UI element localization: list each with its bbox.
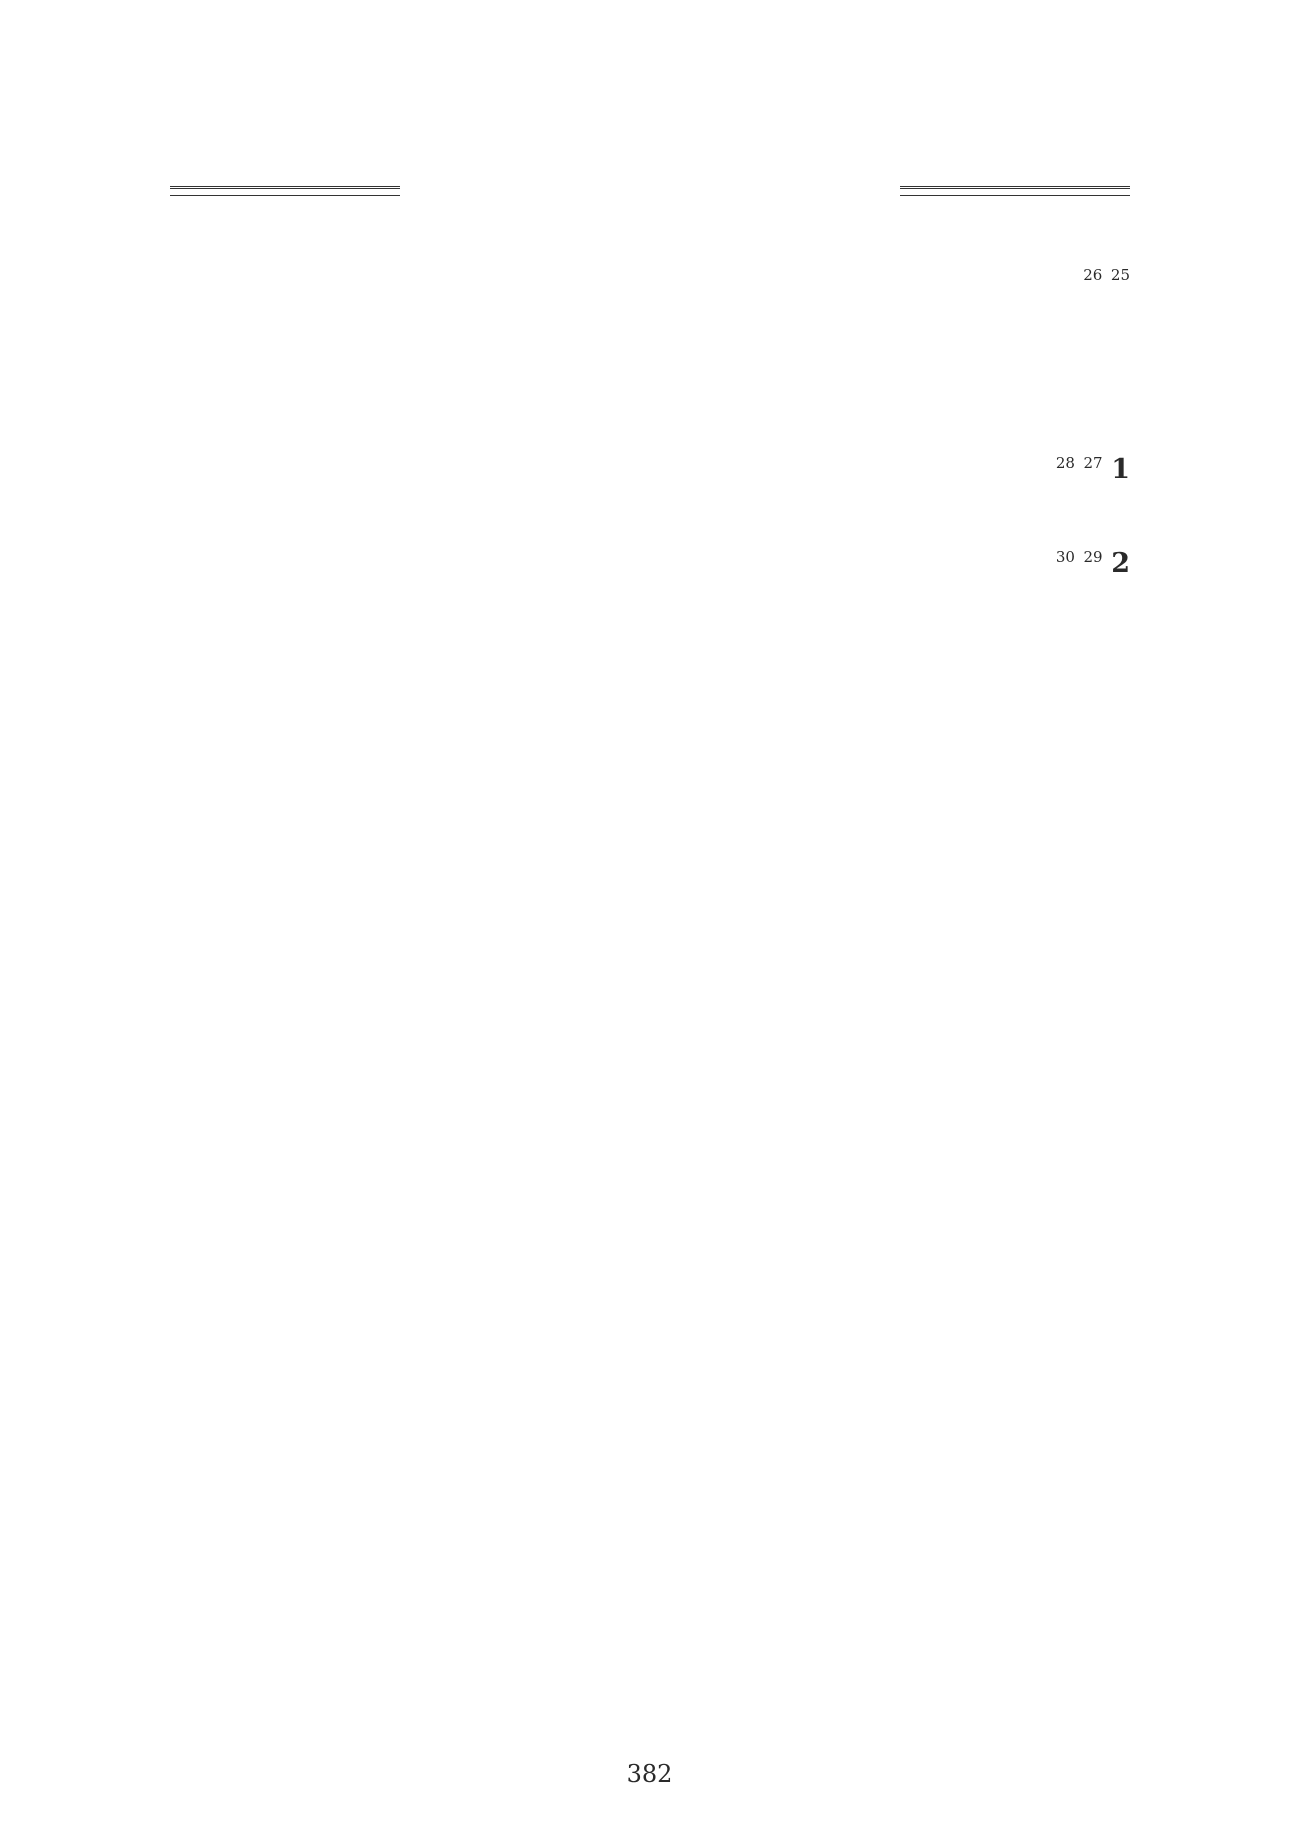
item-number: 2 bbox=[1111, 548, 1130, 579]
footnote-ref: 30 bbox=[1055, 548, 1075, 566]
paragraph-1 bbox=[170, 250, 1130, 314]
header-rule-left bbox=[170, 186, 400, 196]
header-rule-right bbox=[900, 186, 1130, 196]
footnote-ref: 26 bbox=[1083, 266, 1103, 284]
footnote-ref: 29 bbox=[1083, 548, 1103, 566]
page-body bbox=[170, 250, 1130, 626]
running-header bbox=[170, 176, 1130, 206]
item-number: 1 bbox=[1111, 454, 1130, 485]
page-number: 382 bbox=[626, 1760, 673, 1788]
footnote-ref: 28 bbox=[1055, 454, 1075, 472]
paragraph-2 bbox=[170, 344, 1130, 408]
item-1 bbox=[170, 438, 1130, 502]
item-2 bbox=[170, 532, 1130, 596]
footnote-ref: 27 bbox=[1083, 454, 1103, 472]
footnote-ref: 25 bbox=[1110, 266, 1130, 284]
